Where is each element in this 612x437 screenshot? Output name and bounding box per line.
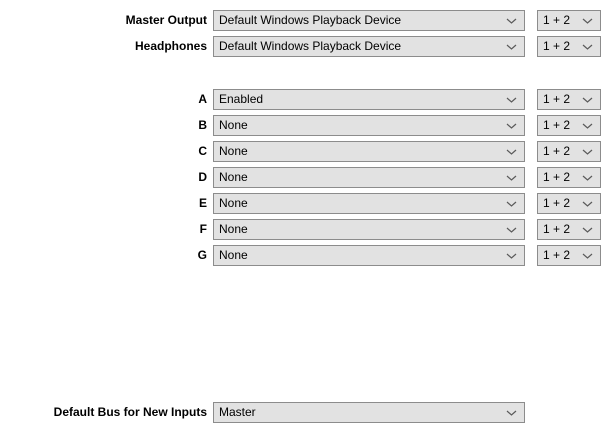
chevron-down-icon xyxy=(506,201,517,207)
headphones-device-value: Default Windows Playback Device xyxy=(219,39,402,53)
chevron-down-icon xyxy=(582,18,593,24)
bus-b-row xyxy=(0,115,612,136)
default-bus-select[interactable] xyxy=(213,402,525,423)
bus-c-channel-value: 1 + 2 xyxy=(543,144,571,158)
chevron-down-icon xyxy=(582,227,593,233)
chevron-down-icon xyxy=(582,97,593,103)
bus-a-row xyxy=(0,89,612,110)
bus-a-label: A xyxy=(198,92,207,106)
bus-a-channel-value: 1 + 2 xyxy=(543,92,571,106)
bus-e-label: E xyxy=(198,196,207,210)
bus-e-row xyxy=(0,193,612,214)
chevron-down-icon xyxy=(582,175,593,181)
chevron-down-icon xyxy=(506,18,517,24)
chevron-down-icon xyxy=(506,410,517,416)
chevron-down-icon xyxy=(582,253,593,259)
master-output-device-select[interactable] xyxy=(213,10,525,31)
headphones-row xyxy=(0,36,612,57)
chevron-down-icon xyxy=(506,149,517,155)
bus-f-label: F xyxy=(199,222,207,236)
default-bus-value: Master xyxy=(219,405,256,419)
chevron-down-icon xyxy=(506,44,517,50)
bus-c-value: None xyxy=(219,144,248,158)
chevron-down-icon xyxy=(506,253,517,259)
bus-d-channel-select[interactable] xyxy=(537,167,601,188)
bus-e-channel-value: 1 + 2 xyxy=(543,196,571,210)
bus-d-label: D xyxy=(198,170,207,184)
bus-f-channel-select[interactable] xyxy=(537,219,601,240)
bus-f-select[interactable] xyxy=(213,219,525,240)
bus-c-channel-select[interactable] xyxy=(537,141,601,162)
default-bus-label: Default Bus for New Inputs xyxy=(53,405,207,419)
bus-g-value: None xyxy=(219,248,248,262)
master-output-label: Master Output xyxy=(125,13,207,27)
bus-b-value: None xyxy=(219,118,248,132)
master-output-channel-value: 1 + 2 xyxy=(543,13,571,27)
bus-g-channel-select[interactable] xyxy=(537,245,601,266)
bus-b-select[interactable] xyxy=(213,115,525,136)
master-output-channel-select[interactable] xyxy=(537,10,601,31)
headphones-label: Headphones xyxy=(134,39,207,53)
bus-f-channel-value: 1 + 2 xyxy=(543,222,571,236)
headphones-device-select[interactable] xyxy=(213,36,525,57)
default-bus-row xyxy=(0,402,612,423)
chevron-down-icon xyxy=(582,201,593,207)
chevron-down-icon xyxy=(582,149,593,155)
master-output-device-value: Default Windows Playback Device xyxy=(219,13,402,27)
bus-f-row xyxy=(0,219,612,240)
chevron-down-icon xyxy=(582,44,593,50)
bus-d-row xyxy=(0,167,612,188)
headphones-channel-select[interactable] xyxy=(537,36,601,57)
headphones-channel-value: 1 + 2 xyxy=(543,39,571,53)
bus-e-channel-select[interactable] xyxy=(537,193,601,214)
bus-d-select[interactable] xyxy=(213,167,525,188)
chevron-down-icon xyxy=(506,97,517,103)
bus-g-label: G xyxy=(197,248,207,262)
chevron-down-icon xyxy=(582,123,593,129)
chevron-down-icon xyxy=(506,123,517,129)
chevron-down-icon xyxy=(506,227,517,233)
bus-b-label: B xyxy=(198,118,207,132)
bus-b-channel-select[interactable] xyxy=(537,115,601,136)
bus-b-channel-value: 1 + 2 xyxy=(543,118,571,132)
bus-c-label: C xyxy=(198,144,207,158)
bus-d-channel-value: 1 + 2 xyxy=(543,170,571,184)
bus-f-value: None xyxy=(219,222,248,236)
bus-e-value: None xyxy=(219,196,248,210)
bus-a-channel-select[interactable] xyxy=(537,89,601,110)
bus-g-channel-value: 1 + 2 xyxy=(543,248,571,262)
bus-c-select[interactable] xyxy=(213,141,525,162)
bus-g-row xyxy=(0,245,612,266)
chevron-down-icon xyxy=(506,175,517,181)
bus-a-select[interactable] xyxy=(213,89,525,110)
master-output-row xyxy=(0,10,612,31)
bus-d-value: None xyxy=(219,170,248,184)
bus-e-select[interactable] xyxy=(213,193,525,214)
bus-g-select[interactable] xyxy=(213,245,525,266)
bus-c-row xyxy=(0,141,612,162)
bus-a-value: Enabled xyxy=(219,92,264,106)
